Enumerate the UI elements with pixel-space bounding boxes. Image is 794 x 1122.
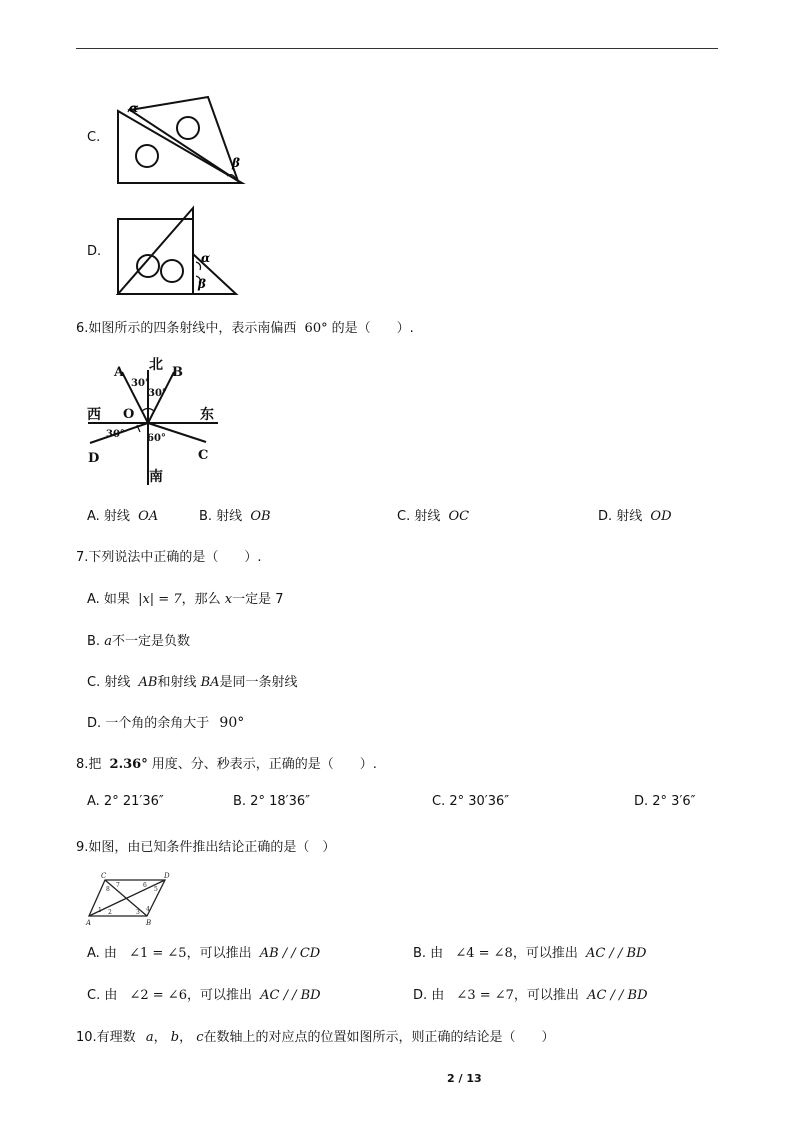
q6-stem-pre: 6.如图所示的四条射线中，表示南偏西	[76, 321, 297, 336]
q8-option-c[interactable]: C. 2° 30′36″	[432, 794, 510, 809]
q5-option-c-label: C.	[87, 130, 101, 145]
q9-angle-6: 6	[143, 882, 147, 889]
q9-vertex-d: D	[164, 872, 170, 880]
q7-option-d-angle: 90°	[219, 715, 245, 731]
q9-angle-8: 8	[106, 886, 110, 893]
q6-angle-b-label: 30°	[148, 388, 167, 399]
q9-option-d-mid: ，可以推出	[513, 988, 579, 1003]
q7-option-a-mid: ，那么	[181, 592, 221, 607]
q6-stem-post: 的是（ ）.	[331, 321, 414, 336]
q9-angle-5: 5	[154, 886, 158, 893]
q9-option-c-mid: ，可以推出	[186, 988, 252, 1003]
q6-angle-c-label: 60°	[147, 433, 166, 444]
q6-north-label: 北	[149, 357, 163, 373]
q10-stem	[76, 1026, 555, 1045]
q9-stem: 9.如图，由已知条件推出结论正确的是（ ）	[76, 840, 336, 855]
q6-west-label: 西	[87, 407, 101, 423]
q7-option-a-pre: A. 如果	[87, 592, 130, 607]
q9-option-d-pre: D. 由	[413, 988, 445, 1003]
q5d-alpha-label: α	[201, 251, 211, 265]
q9-option-c[interactable]	[87, 984, 321, 1003]
q9-angle-7: 7	[116, 882, 120, 889]
q7-option-b-var: a	[104, 634, 112, 649]
q6-stem-angle: 60°	[304, 321, 328, 336]
q7-option-a-post: 一定是 7	[232, 592, 284, 607]
q10-var-a: a	[145, 1030, 154, 1045]
q7-stem: 7.下列说法中正确的是（ ）.	[76, 550, 262, 565]
q7-option-c-post: 是同一条射线	[219, 675, 298, 690]
q9-option-a-res: AB / / CD	[259, 946, 321, 961]
q9-option-b-res: AC / / BD	[585, 946, 647, 961]
q5c-alpha-label: α	[129, 101, 139, 115]
q9-option-a-cond: ∠1 = ∠5	[129, 946, 187, 961]
q6-angle-a-label: 30°	[131, 378, 150, 389]
q9-vertex-b: B	[146, 919, 152, 927]
q6-point-c: C	[198, 448, 209, 463]
q6-option-c-label: C. 射线	[397, 509, 441, 524]
q6-option-a-label: A. 射线	[87, 509, 130, 524]
q6-option-c-math: OC	[448, 509, 470, 524]
q9-option-a-mid: ，可以推出	[186, 946, 252, 961]
q7-option-d-pre: D. 一个角的余角大于	[87, 716, 210, 731]
q7-option-c-ba: BA	[200, 675, 220, 690]
q9-option-b-cond: ∠4 = ∠8	[455, 946, 513, 961]
q9-option-d[interactable]	[413, 984, 648, 1003]
q5-option-d-label: D.	[87, 244, 102, 259]
q7-option-c-ab: AB	[138, 675, 158, 690]
q6-point-d: D	[88, 451, 100, 466]
q7-option-a-abs: |x| = 7	[138, 592, 182, 607]
q9-option-b-mid: ，可以推出	[512, 946, 578, 961]
q7-option-b-pre: B.	[87, 634, 101, 649]
q9-option-c-pre: C. 由	[87, 988, 118, 1003]
q9-angle-3: 3	[136, 909, 140, 916]
q9-option-d-res: AC / / BD	[587, 988, 648, 1003]
q10-stem-pre: 10.有理数	[76, 1030, 136, 1045]
q8-option-a[interactable]: A. 2° 21′36″	[87, 794, 164, 809]
q9-option-c-res: AC / / BD	[260, 988, 321, 1003]
q6-east-label: 东	[200, 407, 214, 423]
q9-vertex-c: C	[101, 872, 107, 880]
q9-option-d-cond: ∠3 = ∠7	[456, 988, 514, 1003]
q8-stem-value: 2.36°	[109, 757, 148, 772]
q6-option-d-math: OD	[650, 509, 672, 524]
q9-option-c-cond: ∠2 = ∠6	[129, 988, 187, 1003]
q6-south-label: 南	[149, 469, 163, 485]
q6-point-b: B	[172, 365, 183, 380]
q9-option-b[interactable]	[413, 942, 646, 961]
q6-angle-d-label: 30°	[106, 429, 125, 440]
q10-sep-1: ，	[153, 1030, 167, 1045]
q7-option-c-pre: C. 射线	[87, 675, 131, 690]
q8-option-b[interactable]: B. 2° 18′36″	[233, 794, 310, 809]
q6-option-d-label: D. 射线	[598, 509, 643, 524]
q10-sep-2: ，	[179, 1030, 193, 1045]
q9-angle-2: 2	[108, 909, 112, 916]
q9-vertex-a: A	[86, 919, 92, 927]
page-number: 2 / 13	[447, 1072, 482, 1085]
q6-option-b-label: B. 射线	[199, 509, 243, 524]
q7-option-b-post: 不一定是负数	[111, 634, 190, 649]
q6-point-a: A	[114, 365, 125, 380]
q9-option-a[interactable]	[87, 942, 320, 961]
q6-point-o: O	[123, 407, 135, 422]
q6-option-b-math: OB	[250, 509, 271, 524]
q8-option-d[interactable]: D. 2° 3′6″	[634, 794, 696, 809]
q9-angle-1: 1	[98, 907, 102, 914]
q8-stem-pre: 8.把	[76, 757, 102, 772]
q9-angle-4: 4	[146, 906, 150, 913]
q10-var-c: c	[196, 1030, 204, 1045]
q7-option-c-mid: 和射线	[157, 675, 197, 690]
q9-option-b-pre: B. 由	[413, 946, 444, 961]
q9-option-a-pre: A. 由	[87, 946, 117, 961]
q10-var-b: b	[170, 1030, 180, 1045]
q5d-beta-label: β	[198, 277, 206, 291]
q5c-beta-label: β	[232, 156, 240, 170]
q8-stem-post: 用度、分、秒表示，正确的是（ ）.	[151, 757, 377, 772]
q7-option-a-x: x	[224, 592, 233, 607]
q10-stem-post: 在数轴上的对应点的位置如图所示，则正确的结论是（ ）	[203, 1030, 555, 1045]
q6-option-a-math: OA	[138, 509, 159, 524]
